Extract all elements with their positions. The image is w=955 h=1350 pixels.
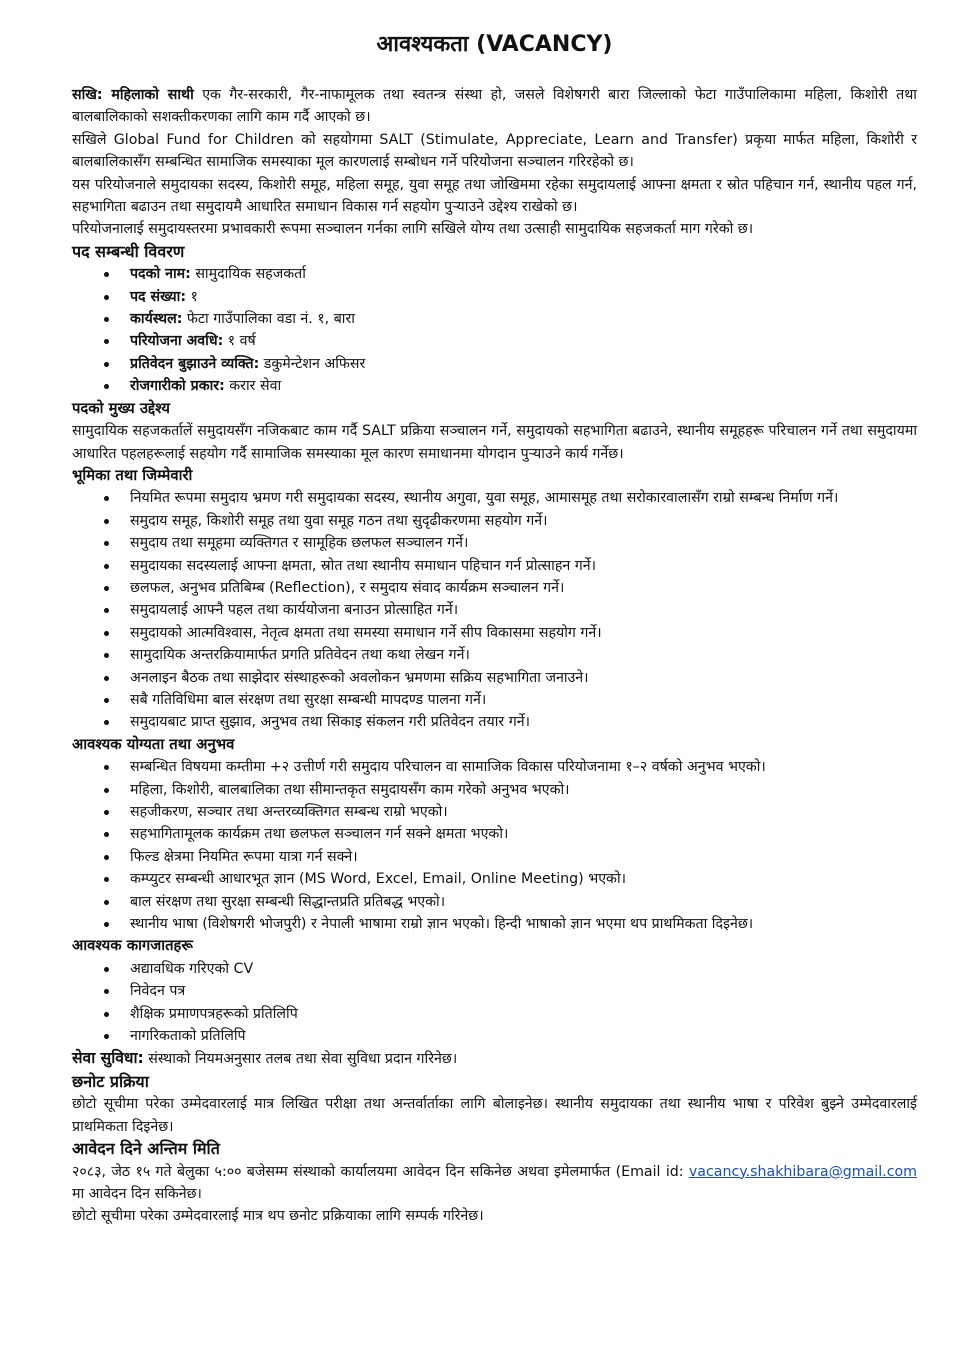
list-item: निवेदन पत्र xyxy=(130,980,917,1002)
list-item xyxy=(130,375,917,397)
qualifications-list xyxy=(72,756,917,935)
list-item xyxy=(130,263,917,285)
deadline-text xyxy=(72,1161,917,1206)
list-item xyxy=(130,353,917,375)
list-item: सबै गतिविधिमा बाल संरक्षण तथा सुरक्षा सम्बन्धी मापदण्ड पालना गर्ने। xyxy=(130,689,917,711)
detail-label: कार्यस्थल: xyxy=(130,311,183,328)
documents-heading: आवश्यक कागजातहरू xyxy=(72,937,193,955)
intro-paragraph-1 xyxy=(72,84,917,129)
post-details-list xyxy=(72,263,917,397)
intro-text-1: एक गैर-सरकारी, गैर-नाफामूलक तथा स्वतन्त्र संस्था हो, जसले विशेषगरी बारा जिल्लाको फेटा गाउँपालिकामा महिला, किशोरी तथा बालबालिकाको सशक्तीकरणका लागि काम गर्दै आएको छ। xyxy=(72,87,917,126)
benefits-label: सेवा सुविधा: xyxy=(72,1049,144,1068)
detail-value: १ वर्ष xyxy=(223,333,256,350)
detail-value: फेटा गाउँपालिका वडा नं. १, बारा xyxy=(182,311,355,328)
objective-heading: पदको मुख्य उद्देश्य xyxy=(72,399,170,417)
list-item: समुदायको आत्मविश्वास, नेतृत्व क्षमता तथा समस्या समाधान गर्ने सीप विकासमा सहयोग गर्ने। xyxy=(130,622,917,644)
organization-name: सखि: महिलाको साथी xyxy=(72,87,194,103)
documents-list xyxy=(72,958,917,1048)
detail-label: परियोजना अवधि: xyxy=(130,333,224,350)
responsibilities-list xyxy=(72,487,917,733)
shortlist-note: छोटो सूचीमा परेका उम्मेदवारलाई मात्र थप छनोट प्रक्रियाका लागि सम्पर्क गरिनेछ। xyxy=(72,1208,484,1225)
list-item: समुदाय तथा समूहमा व्यक्तिगत र सामूहिक छलफल सञ्चालन गर्ने। xyxy=(130,532,917,554)
list-item xyxy=(130,308,917,330)
detail-value: करार सेवा xyxy=(224,378,282,395)
post-details-heading: पद सम्बन्धी विवरण xyxy=(72,241,185,261)
deadline-text-after: मा आवेदन दिन सकिनेछ। xyxy=(72,1185,202,1202)
list-item: सहजीकरण, सञ्चार तथा अन्तरव्यक्तिगत सम्बन्ध राम्रो भएको। xyxy=(130,801,917,823)
list-item: सामुदायिक अन्तरक्रियामार्फत प्रगति प्रतिवेदन तथा कथा लेखन गर्ने। xyxy=(130,644,917,666)
list-item: कम्प्युटर सम्बन्धी आधारभूत ज्ञान (MS Word, Excel, Email, Online Meeting) भएको। xyxy=(130,868,917,890)
list-item: शैक्षिक प्रमाणपत्रहरूको प्रतिलिपि xyxy=(130,1003,917,1025)
detail-label: रोजगारीको प्रकार: xyxy=(130,378,225,395)
list-item: स्थानीय भाषा (विशेषगरी भोजपुरी) र नेपाली भाषामा राम्रो ज्ञान भएको। हिन्दी भाषाको ज्ञान भएमा थप प्राथमिकता दिइनेछ। xyxy=(130,913,917,935)
detail-label: प्रतिवेदन बुझाउने व्यक्ति: xyxy=(130,355,260,372)
list-item xyxy=(130,286,917,308)
list-item: अद्यावधिक गरिएको CV xyxy=(130,958,917,980)
responsibilities-heading: भूमिका तथा जिम्मेवारी xyxy=(72,466,193,484)
list-item: महिला, किशोरी, बालबालिका तथा सीमान्तकृत समुदायसँग काम गरेको अनुभव भएको। xyxy=(130,779,917,801)
list-item: समुदायलाई आफ्नै पहल तथा कार्ययोजना बनाउन प्रोत्साहित गर्ने। xyxy=(130,599,917,621)
list-item: नियमित रूपमा समुदाय भ्रमण गरी समुदायका सदस्य, स्थानीय अगुवा, युवा समूह, आमासमूह तथा सरोकारवालासँग राम्रो सम्बन्ध निर्माण गर्ने। xyxy=(130,487,917,509)
list-item: छलफल, अनुभव प्रतिबिम्ब (Reflection), र समुदाय संवाद कार्यक्रम सञ्चालन गर्ने। xyxy=(130,577,917,599)
list-item: बाल संरक्षण तथा सुरक्षा सम्बन्धी सिद्धान्तप्रति प्रतिबद्ध भएको। xyxy=(130,891,917,913)
page-title: आवश्यकता (VACANCY) xyxy=(376,32,613,57)
benefits-text: संस्थाको नियमअनुसार तलब तथा सेवा सुविधा प्रदान गरिनेछ। xyxy=(143,1051,458,1068)
detail-value: १ xyxy=(186,288,198,305)
selection-text: छोटो सूचीमा परेका उम्मेदवारलाई मात्र लिखित परीक्षा तथा अन्तर्वार्ताका लागि बोलाइनेछ। स्थानीय समुदायका तथा स्थानीय भाषा र परिवेश बुझ्ने उम्मेदवारलाई प्राथमिकता दिइनेछ। xyxy=(72,1096,917,1135)
qualifications-heading: आवश्यक योग्यता तथा अनुभव xyxy=(72,735,235,753)
detail-value: सामुदायिक सहजकर्ता xyxy=(190,266,306,283)
list-item: अनलाइन बैठक तथा साझेदार संस्थाहरूको अवलोकन भ्रमणमा सक्रिय सहभागिता जनाउने। xyxy=(130,667,917,689)
objective-text: सामुदायिक सहजकर्तालें समुदायसँग नजिकबाट काम गर्दै SALT प्रक्रिया सञ्चालन गर्ने, समुदायको सहभागिता बढाउने, स्थानीय समूहहरू परिचालन गर्ने तथा समुदायमा आधारित पहलहरूलाई सहयोग गर्दै सामाजिक समस्याका मूल कारण समाधानमा योगदान पुऱ्याउने कार्य गर्नेछ। xyxy=(72,423,917,462)
selection-heading: छनोट प्रक्रिया xyxy=(72,1071,149,1091)
detail-label: पद संख्या: xyxy=(130,288,186,305)
list-item: नागरिकताको प्रतिलिपि xyxy=(130,1025,917,1047)
detail-value: डकुमेन्टेशन अफिसर xyxy=(259,355,366,372)
list-item: फिल्ड क्षेत्रमा नियमित रूपमा यात्रा गर्न सक्ने। xyxy=(130,846,917,868)
intro-paragraph-3: यस परियोजनाले समुदायका सदस्य, किशोरी समूह, महिला समूह, युवा समूह तथा जोखिममा रहेका समुदायलाई आफ्ना क्षमता र स्रोत पहिचान गर्न, स्थानीय पहल गर्न, सहभागिता बढाउन तथा समुदायमै आधारित समाधान विकास गर्न सहयोग पुऱ्याउने उद्देश्य राखेको छ। xyxy=(72,176,917,216)
list-item: सहभागितामूलक कार्यक्रम तथा छलफल सञ्चालन गर्न सक्ने क्षमता भएको। xyxy=(130,823,917,845)
email-link[interactable]: vacancy.shakhibara@gmail.com xyxy=(688,1163,917,1180)
list-item: समुदाय समूह, किशोरी समूह तथा युवा समूह गठन तथा सुदृढीकरणमा सहयोग गर्ने। xyxy=(130,510,917,532)
list-item: समुदायबाट प्राप्त सुझाव, अनुभव तथा सिकाइ संकलन गरी प्रतिवेदन तयार गर्ने। xyxy=(130,711,917,733)
benefits-paragraph xyxy=(72,1047,917,1070)
deadline-heading: आवेदन दिने अन्तिम मिति xyxy=(72,1139,220,1159)
deadline-text-before: २०८३, जेठ १५ गते बेलुका ५:०० बजेसम्म संस्थाको कार्यालयमा आवेदन दिन सकिनेछ अथवा इमेलमार्फत (Email id: xyxy=(72,1163,689,1180)
list-item: समुदायका सदस्यलाई आफ्ना क्षमता, स्रोत तथा स्थानीय समाधान पहिचान गर्न प्रोत्साहन गर्ने। xyxy=(130,555,917,577)
intro-paragraph-2: सखिले Global Fund for Children को सहयोगमा SALT (Stimulate, Appreciate, Learn and Transfer) प्रकृया मार्फत महिला, किशोरी र बालबालिकासँग सम्बन्धित सामाजिक समस्याका मूल कारणलाई सम्बोधन गर्ने परियोजना सञ्चालन गरिरहेको छ। xyxy=(72,131,917,171)
list-item: सम्बन्धित विषयमा कम्तीमा +२ उत्तीर्ण गरी समुदाय परिचालन वा सामाजिक विकास परियोजनामा १–२ वर्षको अनुभव भएको। xyxy=(130,756,917,778)
list-item xyxy=(130,330,917,352)
detail-label: पदको नाम: xyxy=(130,266,191,283)
intro-paragraph-4: परियोजनालाई समुदायस्तरमा प्रभावकारी रूपमा सञ्चालन गर्नका लागि सखिले योग्य तथा उत्साही सामुदायिक सहजकर्ता माग गरेको छ। xyxy=(72,221,754,238)
